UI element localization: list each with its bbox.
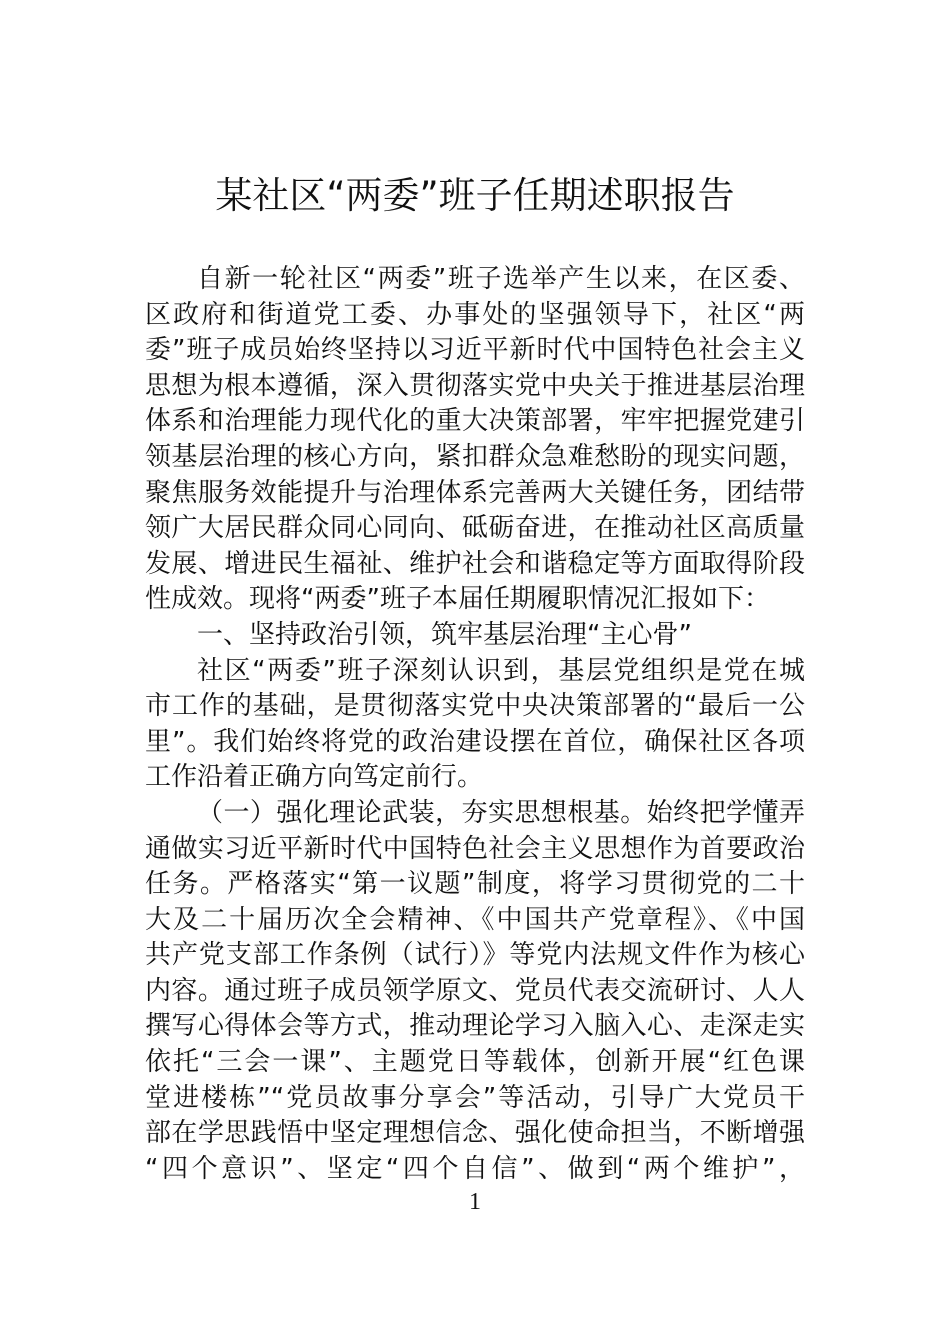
paragraph-line: 堂进楼栋”“党员故事分享会”等活动，引导广大党员干 — [145, 1082, 805, 1113]
paragraph-line: 依托“三会一课”、主题党日等载体，创新开展“红色课 — [145, 1047, 805, 1078]
paragraph-line: 体系和治理能力现代化的重大决策部署，牢牢把握党建引 — [145, 406, 805, 437]
paragraph-line: 社区“两委”班子深刻认识到，基层党组织是党在城 — [197, 655, 805, 686]
section-heading: 一、坚持政治引领，筑牢基层治理“主心骨” — [197, 619, 692, 650]
document-title: 某社区“两委”班子任期述职报告 — [215, 174, 735, 217]
document-body — [145, 262, 805, 1187]
paragraph-line: 通做实习近平新时代中国特色社会主义思想作为首要政治 — [145, 833, 805, 864]
paragraph-line: 里”。我们始终将党的政治建设摆在首位，确保社区各项 — [145, 726, 805, 757]
paragraph-line: 聚焦服务效能提升与治理体系完善两大关键任务，团结带 — [145, 477, 805, 508]
paragraph-line: （一）强化理论武装，夯实思想根基。始终把学懂弄 — [197, 797, 805, 828]
paragraph-line: “四个意识”、坚定“四个自信”、做到“两个维护”， — [145, 1153, 805, 1184]
page-number: 1 — [469, 1189, 481, 1215]
paragraph-line: 任务。严格落实“第一议题”制度，将学习贯彻党的二十 — [145, 869, 805, 900]
paragraph-line: 共产党支部工作条例（试行）》等党内法规文件作为核心 — [145, 940, 805, 971]
paragraph-line: 领基层治理的核心方向，紧扣群众急难愁盼的现实问题， — [145, 441, 805, 472]
paragraph-line: 内容。通过班子成员领学原文、党员代表交流研讨、人人 — [145, 975, 805, 1006]
paragraph-line: 发展、增进民生福祉、维护社会和谐稳定等方面取得阶段 — [145, 548, 805, 579]
paragraph-line: 性成效。现将“两委”班子本届任期履职情况汇报如下： — [145, 584, 770, 615]
paragraph-line: 部在学思践悟中坚定理想信念、强化使命担当，不断增强 — [145, 1118, 805, 1149]
paragraph-line: 区政府和街道党工委、办事处的坚强领导下，社区“两 — [145, 299, 805, 330]
paragraph-line: 市工作的基础，是贯彻落实党中央决策部署的“最后一公 — [145, 691, 805, 722]
paragraph-line: 撰写心得体会等方式，推动理论学习入脑入心、走深走实 — [145, 1011, 805, 1042]
paragraph-line: 大及二十届历次全会精神、《中国共产党章程》、《中国 — [145, 904, 805, 935]
paragraph-line: 工作沿着正确方向笃定前行。 — [145, 762, 484, 793]
paragraph-line: 领广大居民群众同心同向、砥砺奋进，在推动社区高质量 — [145, 513, 805, 544]
paragraph-line: 自新一轮社区“两委”班子选举产生以来，在区委、 — [197, 264, 805, 294]
paragraph-line: 思想为根本遵循，深入贯彻落实党中央关于推进基层治理 — [145, 370, 805, 401]
paragraph-line: 委”班子成员始终坚持以习近平新时代中国特色社会主义 — [145, 335, 805, 366]
